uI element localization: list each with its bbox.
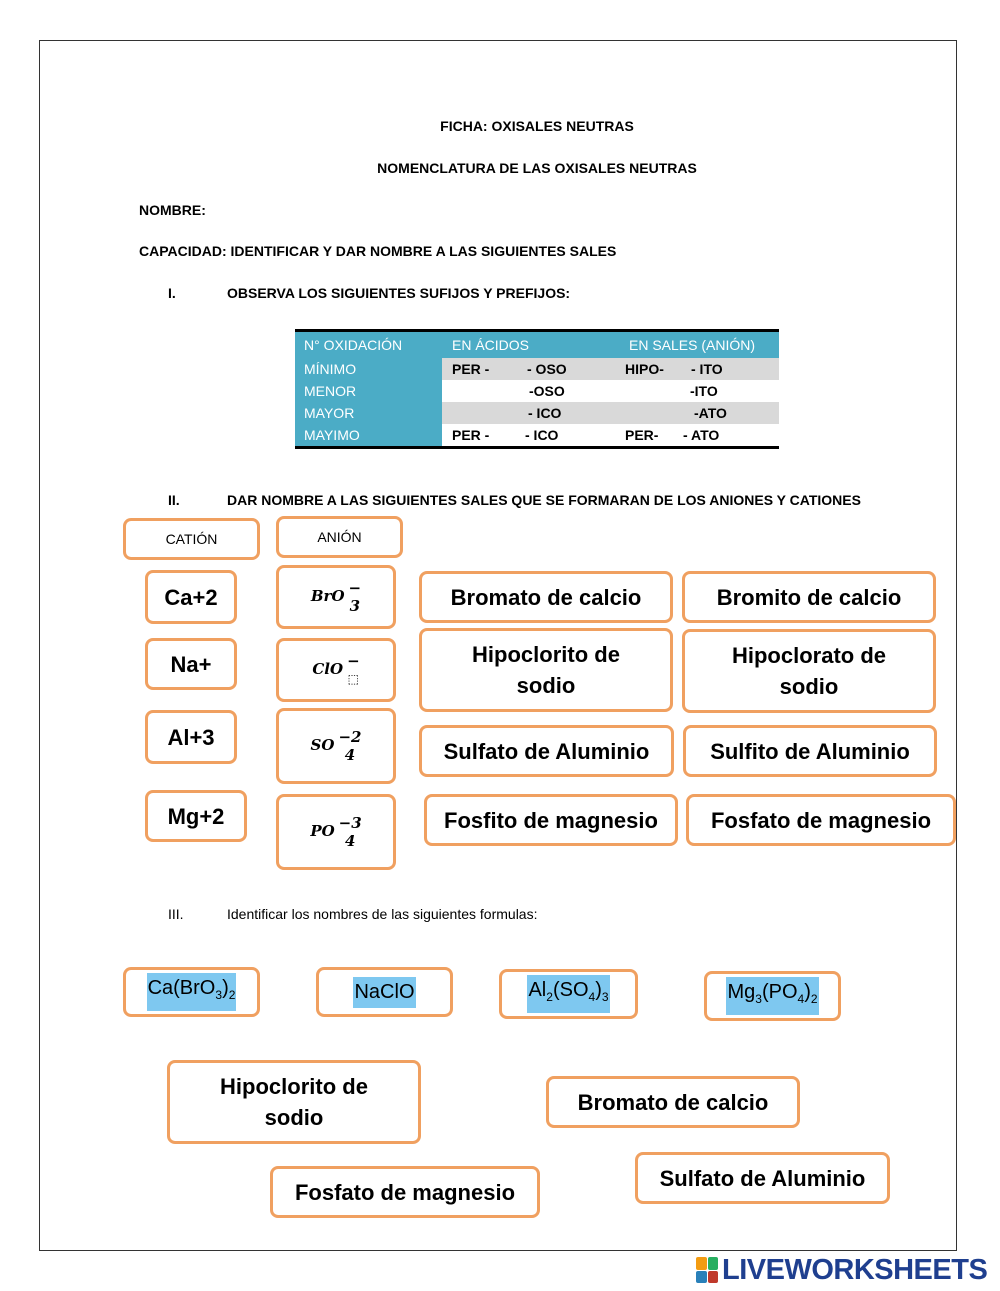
acid-prefix: PER - bbox=[452, 361, 490, 377]
formula-box[interactable] bbox=[704, 971, 841, 1021]
section2-number: II. bbox=[168, 492, 180, 508]
section1-number: I. bbox=[168, 285, 176, 301]
section2-title: DAR NOMBRE A LAS SIGUIENTES SALES QUE SE FORMARAN DE LOS ANIONES Y CATIONES bbox=[227, 492, 861, 508]
anion-box[interactable] bbox=[276, 708, 396, 784]
row-label: MAYIMO bbox=[295, 424, 442, 446]
capacity-text: CAPACIDAD: IDENTIFICAR Y DAR NOMBRE A LAS SIGUIENTES SALES bbox=[139, 243, 617, 259]
salt-prefix: HIPO- bbox=[625, 361, 664, 377]
table-header-row bbox=[295, 332, 779, 358]
row-label: MÍNIMO bbox=[295, 358, 442, 380]
answer-option-box[interactable]: Fosfato de magnesio bbox=[270, 1166, 540, 1218]
header-salts: EN SALES (ANIÓN) bbox=[629, 337, 756, 353]
answer-option-box[interactable]: Bromato de calcio bbox=[546, 1076, 800, 1128]
salt-prefix: PER- bbox=[625, 427, 659, 443]
anion-formula: BrO − 3 bbox=[310, 579, 362, 615]
name-option-box[interactable]: Hipoclorato de sodio bbox=[682, 629, 936, 713]
formula-box[interactable] bbox=[499, 969, 638, 1019]
name-option-box[interactable]: Sulfato de Aluminio bbox=[419, 725, 674, 777]
formula-text: $Al_2(SO_4)_3$ bbox=[527, 975, 609, 1013]
acid-suffix: - ICO bbox=[525, 427, 559, 443]
logo-blocks-icon bbox=[696, 1257, 718, 1283]
salt-suffix: -ITO bbox=[690, 383, 718, 399]
row-label: MAYOR bbox=[295, 402, 442, 424]
anion-formula: SO −2 4 bbox=[310, 728, 362, 764]
answer-option-box[interactable]: Hipoclorito de sodio bbox=[167, 1060, 421, 1144]
name-option-box[interactable]: Hipoclorito de sodio bbox=[419, 628, 673, 712]
page-subtitle: NOMENCLATURA DE LAS OXISALES NEUTRAS bbox=[377, 160, 697, 176]
page-title: FICHA: OXISALES NEUTRAS bbox=[440, 118, 634, 134]
formula-text: $Mg_3(PO_4)_2$ bbox=[726, 977, 818, 1015]
formula-box[interactable] bbox=[123, 967, 260, 1017]
anion-box[interactable] bbox=[276, 794, 396, 870]
acid-prefix: PER - bbox=[452, 427, 490, 443]
name-option-box[interactable]: Fosfito de magnesio bbox=[424, 794, 678, 846]
header-acids: EN ÁCIDOS bbox=[452, 337, 530, 353]
answer-option-box[interactable]: Sulfato de Aluminio bbox=[635, 1152, 890, 1204]
liveworksheets-logo bbox=[696, 1254, 987, 1286]
table-row bbox=[295, 358, 779, 380]
table-row bbox=[295, 424, 779, 446]
anion-formula: ClO − ⬚ bbox=[312, 652, 360, 686]
name-option-box[interactable]: Fosfato de magnesio bbox=[686, 794, 956, 846]
salt-suffix: - ATO bbox=[683, 427, 720, 443]
logo-text: LIVEWORKSHEETS bbox=[722, 1253, 988, 1286]
suffix-prefix-table bbox=[295, 329, 779, 449]
name-option-box[interactable]: Bromito de calcio bbox=[682, 571, 936, 623]
row-label: MENOR bbox=[295, 380, 442, 402]
name-option-box[interactable]: Bromato de calcio bbox=[419, 571, 673, 623]
acid-suffix: - ICO bbox=[528, 405, 562, 421]
anion-header: ANIÓN bbox=[276, 516, 403, 558]
section3-number: III. bbox=[168, 906, 184, 922]
cation-box[interactable]: Mg+2 bbox=[145, 790, 247, 842]
formula-text: $Ca(BrO_3)_2$ bbox=[147, 973, 237, 1011]
header-oxidation: N° OXIDACIÓN bbox=[304, 337, 403, 353]
name-option-box[interactable]: Sulfito de Aluminio bbox=[683, 725, 937, 777]
section1-title: OBSERVA LOS SIGUIENTES SUFIJOS Y PREFIJOS: bbox=[227, 285, 571, 301]
salt-suffix: - ITO bbox=[691, 361, 723, 377]
section3-title: Identificar los nombres de las siguientes formulas: bbox=[227, 906, 538, 922]
acid-suffix: - OSO bbox=[527, 361, 567, 377]
salt-suffix: -ATO bbox=[694, 405, 727, 421]
formula-text: NaClO bbox=[353, 977, 415, 1008]
cation-box[interactable]: Ca+2 bbox=[145, 570, 237, 624]
cation-box[interactable]: Al+3 bbox=[145, 710, 237, 764]
anion-box[interactable] bbox=[276, 565, 396, 629]
cation-header: CATIÓN bbox=[123, 518, 260, 560]
acid-suffix: -OSO bbox=[529, 383, 565, 399]
table-row bbox=[295, 402, 779, 424]
anion-box[interactable] bbox=[276, 638, 396, 702]
table-row bbox=[295, 380, 779, 402]
anion-formula: PO −3 4 bbox=[310, 814, 362, 850]
cation-box[interactable]: Na+ bbox=[145, 638, 237, 690]
name-label: NOMBRE: bbox=[139, 202, 206, 218]
formula-box[interactable] bbox=[316, 967, 453, 1017]
